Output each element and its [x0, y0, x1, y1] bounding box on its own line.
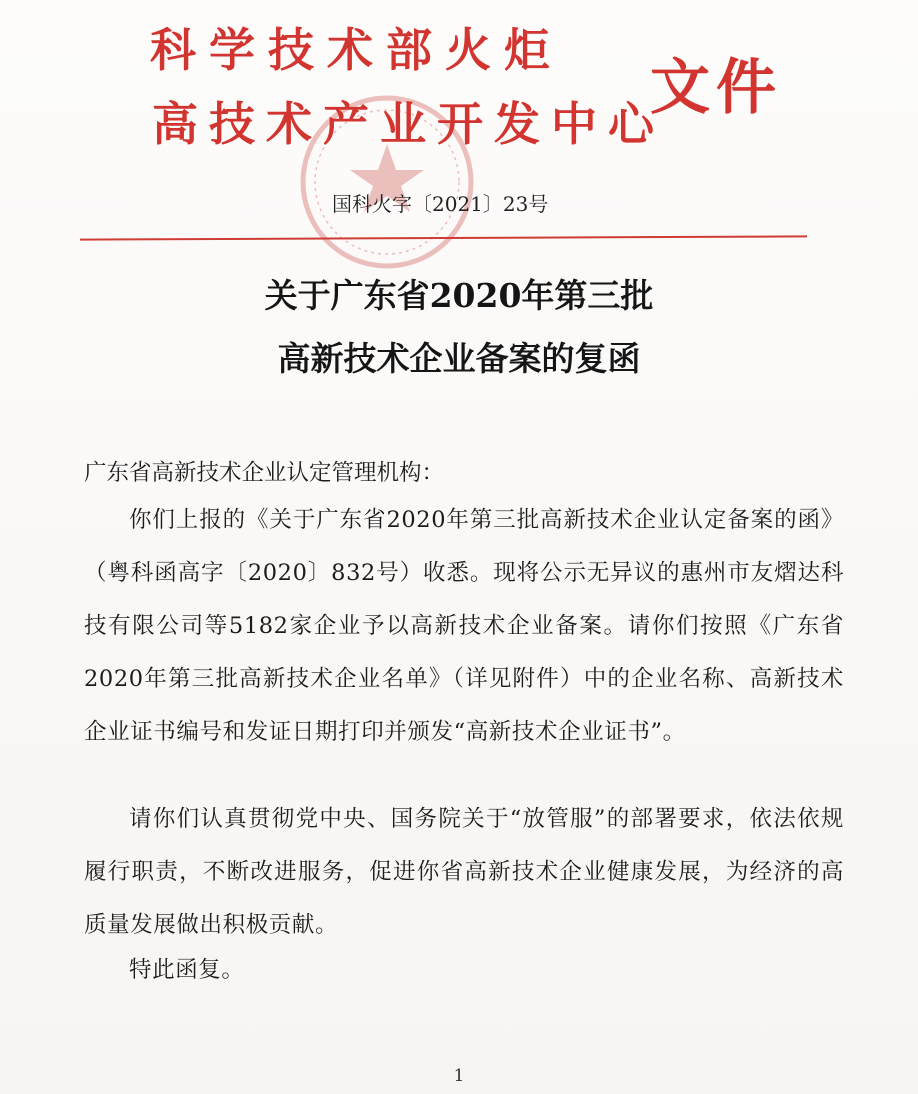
salutation: 广东省高新技术企业认定管理机构：	[84, 460, 445, 486]
closing-remark: 特此函复。	[129, 957, 245, 983]
document-title-line-1: 关于广东省2020年第三批	[264, 276, 654, 315]
body-paragraph-2: 请你们认真贯彻党中央、国务院关于“放管服”的部署要求，依法依规履行职责，不断改进服务，促进你省高新技术企业健康发展，为经济的高质量发展做出积极贡献。	[84, 806, 844, 938]
issuing-organization-line-1: 科学技术部火炬	[150, 23, 563, 77]
document-type-label: 文件	[650, 53, 782, 123]
document-number: 国科火字〔2021〕23号	[332, 192, 549, 216]
page-number: 1	[453, 1066, 465, 1086]
body-paragraph-1: 你们上报的《关于广东省2020年第三批高新技术企业认定备案的函》（粤科函高字〔2020〕832号）收悉。现将公示无异议的惠州市友熠达科技有限公司等5182家企业予以高新技术企业备案。请你们按照《广东省2020年第三批高新技术企业名单》（详见附件）中的企业名称、高新技术企业证书编号和发证日期打印并颁发“高新技术企业证书”。	[84, 507, 844, 745]
document-title-line-2: 高新技术企业备案的复函	[277, 339, 641, 378]
issuing-organization-line-2: 高技术产业开发中心	[152, 97, 665, 151]
